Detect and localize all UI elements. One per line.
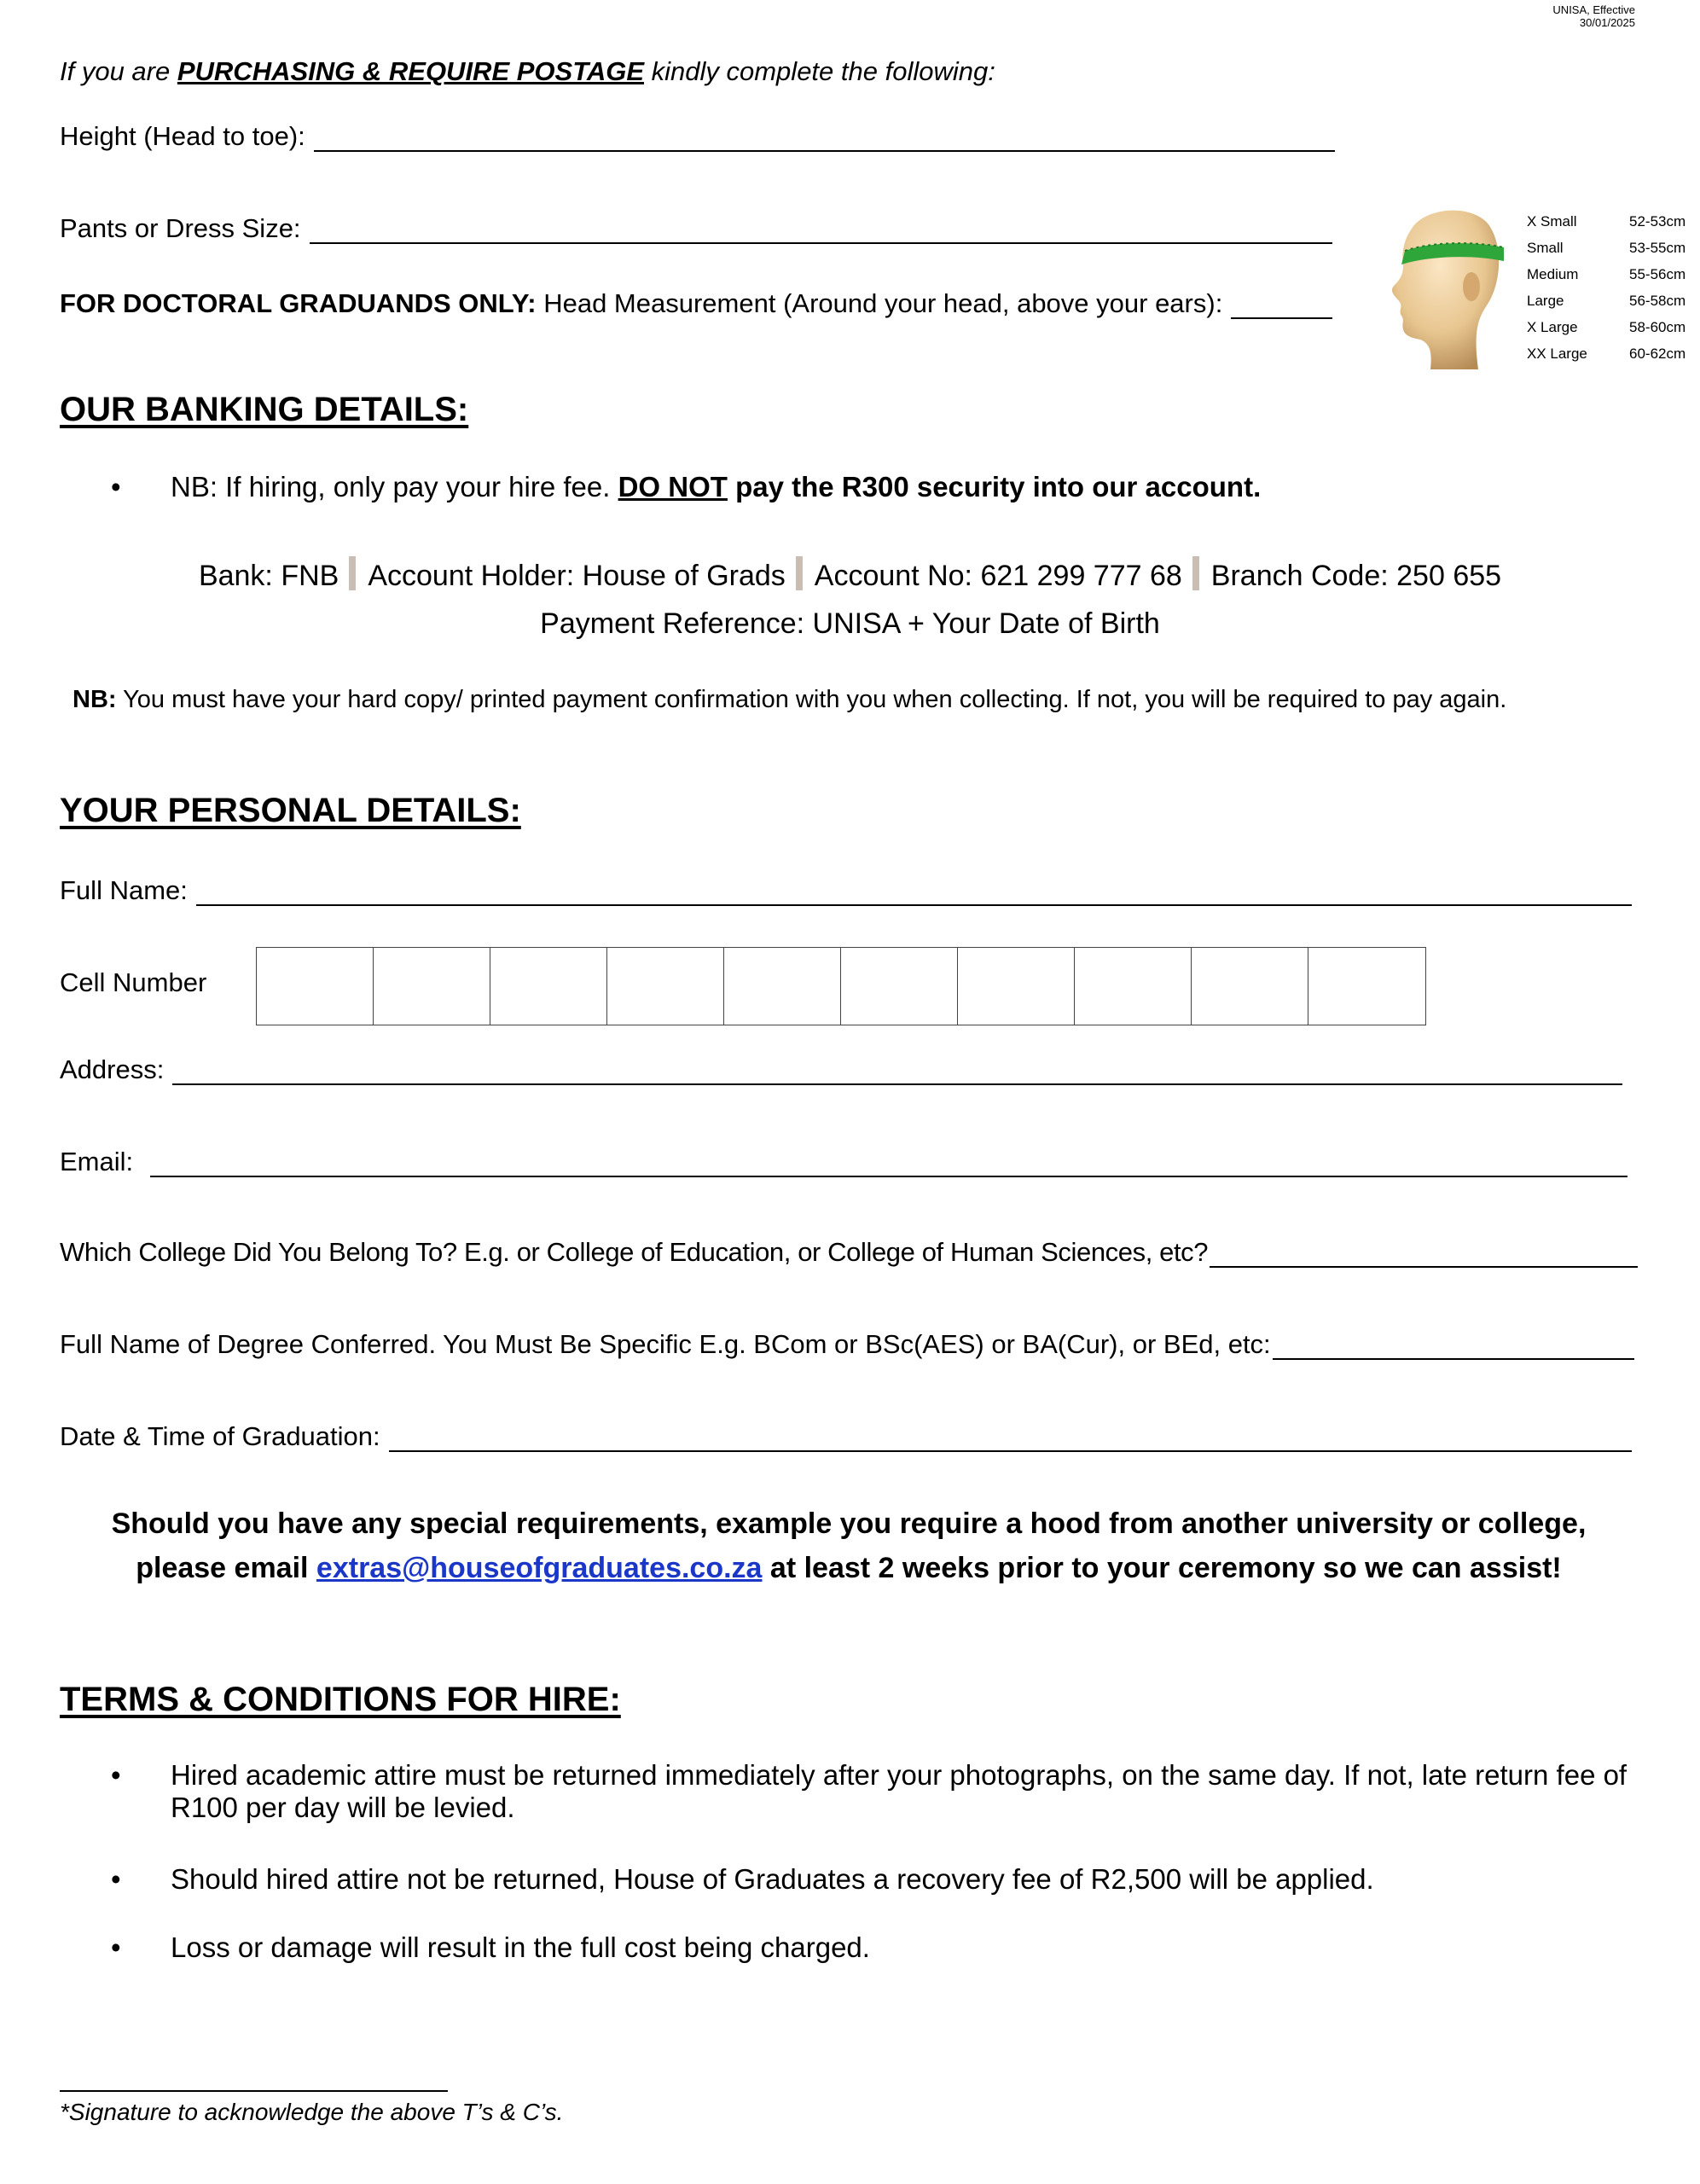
personal-details-title: YOUR PERSONAL DETAILS: <box>60 792 521 829</box>
email-label: Email: <box>60 1147 134 1176</box>
postage-intro <box>60 56 995 87</box>
full-name-input-line[interactable] <box>196 879 1632 906</box>
size-name: X Large <box>1527 318 1578 335</box>
effective-line-2: 30/01/2025 <box>1579 16 1635 29</box>
payment-reference: Payment Reference: UNISA + Your Date of Birth <box>540 607 1160 640</box>
special-line-1: Should you have any special requirements, example you require a hood from another university or college, <box>111 1507 1587 1540</box>
extras-email-link[interactable]: extras@houseofgraduates.co.za <box>316 1552 763 1584</box>
head-measurement-field <box>60 288 1332 319</box>
pants-label: Pants or Dress Size: <box>60 213 301 243</box>
degree-label: Full Name of Degree Conferred. You Must Be Specific E.g. BCom or BSc(AES) or BA(Cur), or BEd, etc: <box>60 1329 1271 1359</box>
size-range: 60-62cm <box>1629 345 1686 362</box>
branch-code: Branch Code: 250 655 <box>1210 560 1502 592</box>
nb-do-not: DO NOT <box>618 471 728 502</box>
digit-box[interactable] <box>724 948 841 1025</box>
payment-confirmation-note <box>73 686 1506 714</box>
confirm-rest: You must have your hard copy/ printed payment confirmation with you when collecting. If not, you will be required to pay again. <box>116 686 1507 713</box>
bank-details-row <box>0 556 1700 593</box>
bullet-icon: • <box>111 1931 121 1963</box>
intro-prefix: If you are <box>60 56 177 86</box>
bullet-icon: • <box>111 471 121 502</box>
digit-box[interactable] <box>1308 948 1425 1025</box>
nb-rest: pay the R300 security into our account. <box>727 471 1262 502</box>
size-range: 53-55cm <box>1629 239 1686 256</box>
full-name-field <box>60 875 1632 906</box>
terms-item-text: Should hired attire not be returned, House of Graduates a recovery fee of R2,500 will be applied. <box>171 1863 1374 1895</box>
confirm-bold: NB: <box>73 686 117 713</box>
doctoral-bold: FOR DOCTORAL GRADUANDS ONLY: <box>60 288 537 318</box>
pants-field <box>60 213 1332 244</box>
cell-number-boxes <box>256 947 1426 1025</box>
digit-box[interactable] <box>1192 948 1308 1025</box>
size-name: Medium <box>1527 265 1579 282</box>
terms-item <box>111 1931 870 1964</box>
digit-box[interactable] <box>1075 948 1192 1025</box>
height-field <box>60 121 1335 152</box>
graduation-date-input-line[interactable] <box>389 1425 1632 1452</box>
email-field <box>60 1147 1627 1177</box>
digit-box[interactable] <box>490 948 607 1025</box>
terms-item-text: Loss or damage will result in the full cost being charged. <box>171 1931 870 1963</box>
college-label: Which College Did You Belong To? E.g. or College of Education, or College of Human Sciences, etc? <box>60 1237 1209 1267</box>
size-range: 56-58cm <box>1629 292 1686 309</box>
college-input-line[interactable] <box>1210 1240 1638 1268</box>
terms-item-text: Hired academic attire must be returned immediately after your photographs, on the same day. If not, late return fee of R100 per day will be levied. <box>171 1759 1627 1823</box>
digit-box[interactable] <box>257 948 374 1025</box>
terms-item <box>111 1863 1374 1896</box>
digit-box[interactable] <box>374 948 490 1025</box>
size-range: 52-53cm <box>1629 212 1686 229</box>
banking-title: OUR BANKING DETAILS: <box>60 391 469 428</box>
college-field <box>60 1237 1638 1268</box>
bullet-icon: • <box>111 1863 121 1895</box>
account-holder: Account Holder: House of Grads <box>368 560 786 592</box>
pants-input-line[interactable] <box>310 217 1332 244</box>
head-measurement-icon <box>1378 203 1506 374</box>
cell-number-label: Cell Number <box>60 967 207 997</box>
signature-line[interactable] <box>60 2090 448 2092</box>
head-size-chart <box>1527 208 1685 367</box>
account-number: Account No: 621 299 777 68 <box>814 560 1182 592</box>
doctoral-rest: Head Measurement (Around your head, above your ears): <box>536 288 1223 318</box>
intro-bold: PURCHASING & REQUIRE POSTAGE <box>177 56 645 86</box>
address-field <box>60 1054 1622 1085</box>
special-suffix: at least 2 weeks prior to your ceremony so we can assist! <box>762 1552 1562 1584</box>
nb-prefix: NB: If hiring, only pay your hire fee. <box>171 471 618 502</box>
terms-item <box>111 1759 1646 1824</box>
size-row <box>1527 340 1685 367</box>
height-label: Height (Head to toe): <box>60 121 305 151</box>
size-row <box>1527 208 1685 235</box>
graduation-date-field <box>60 1421 1632 1452</box>
digit-box[interactable] <box>841 948 958 1025</box>
size-name: Small <box>1527 239 1564 256</box>
intro-suffix: kindly complete the following: <box>644 56 995 86</box>
full-name-label: Full Name: <box>60 875 188 905</box>
size-name: X Small <box>1527 212 1577 229</box>
digit-box[interactable] <box>607 948 724 1025</box>
size-row <box>1527 261 1685 288</box>
bullet-icon: • <box>111 1759 121 1791</box>
degree-input-line[interactable] <box>1273 1333 1634 1360</box>
size-row <box>1527 314 1685 340</box>
special-prefix: please email <box>136 1552 316 1584</box>
bank-name: Bank: FNB <box>198 560 339 592</box>
size-range: 55-56cm <box>1629 265 1686 282</box>
graduation-date-label: Date & Time of Graduation: <box>60 1421 380 1451</box>
degree-field <box>60 1329 1634 1360</box>
email-input-line[interactable] <box>150 1150 1627 1177</box>
effective-line-1: UNISA, Effective <box>1552 3 1635 16</box>
special-line-2 <box>85 1546 1612 1590</box>
separator <box>796 556 803 590</box>
address-label: Address: <box>60 1054 165 1084</box>
size-row <box>1527 235 1685 261</box>
size-name: Large <box>1527 292 1564 309</box>
digit-box[interactable] <box>958 948 1075 1025</box>
signature-note: *Signature to acknowledge the above T’s & C’s. <box>60 2099 564 2125</box>
address-input-line[interactable] <box>172 1058 1622 1085</box>
separator <box>1192 556 1199 590</box>
special-requirements-note <box>85 1502 1612 1590</box>
head-measurement-input-line[interactable] <box>1231 292 1332 319</box>
terms-title: TERMS & CONDITIONS FOR HIRE: <box>60 1681 621 1718</box>
banking-nb-bullet <box>111 471 1261 503</box>
size-range: 58-60cm <box>1629 318 1686 335</box>
separator <box>349 556 356 590</box>
effective-date <box>1552 3 1635 29</box>
size-name: XX Large <box>1527 345 1587 362</box>
size-row <box>1527 288 1685 314</box>
height-input-line[interactable] <box>314 125 1335 152</box>
